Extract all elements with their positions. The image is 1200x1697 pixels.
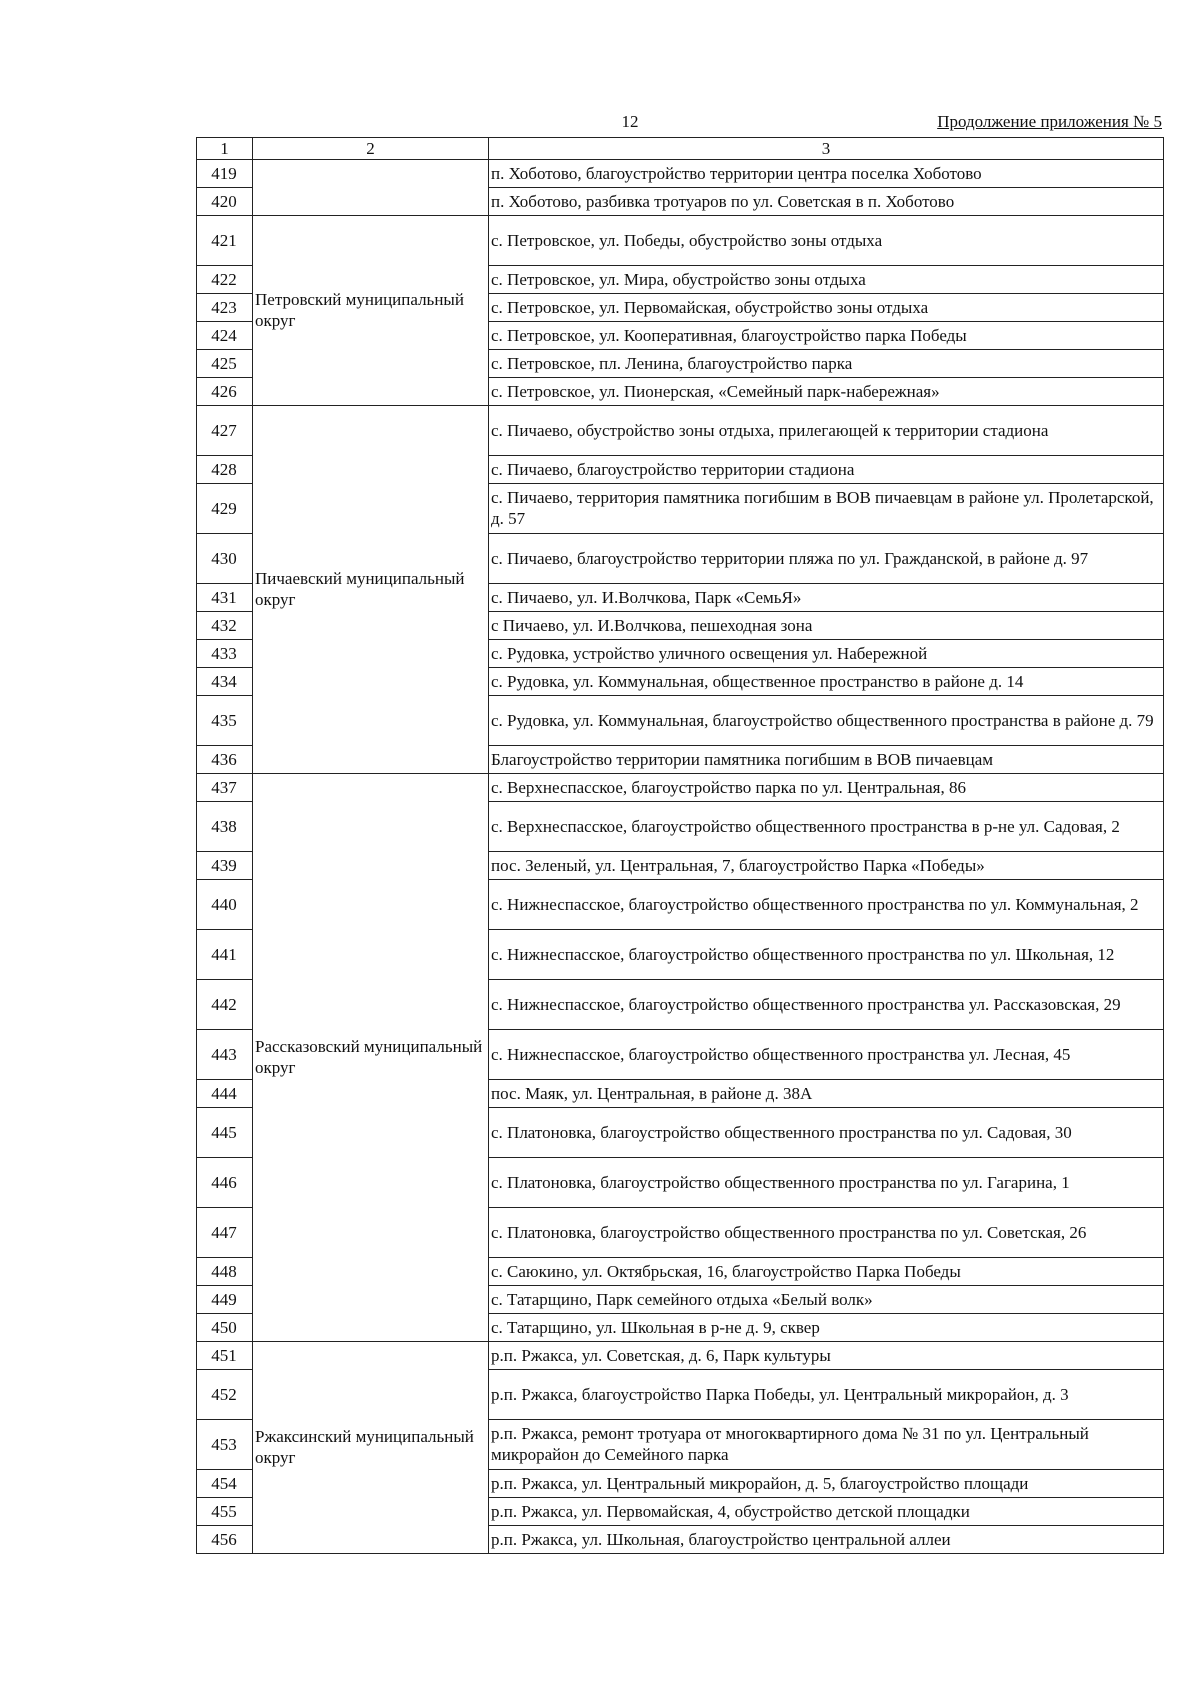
row-number: 428 bbox=[197, 456, 253, 484]
row-description: с Пичаево, ул. И.Волчкова, пешеходная зона bbox=[489, 612, 1164, 640]
row-number: 453 bbox=[197, 1420, 253, 1470]
row-number: 431 bbox=[197, 584, 253, 612]
row-number: 440 bbox=[197, 880, 253, 930]
table-header-row bbox=[197, 138, 1164, 160]
row-description: с. Нижнеспасское, благоустройство общественного пространства ул. Лесная, 45 bbox=[489, 1030, 1164, 1080]
row-number: 454 bbox=[197, 1470, 253, 1498]
column-header-description: 3 bbox=[489, 138, 1164, 160]
row-number: 423 bbox=[197, 294, 253, 322]
row-number: 425 bbox=[197, 350, 253, 378]
row-description: с. Пичаево, ул. И.Волчкова, Парк «СемьЯ» bbox=[489, 584, 1164, 612]
row-number: 437 bbox=[197, 774, 253, 802]
row-number: 441 bbox=[197, 930, 253, 980]
row-description: с. Верхнеспасское, благоустройство парка по ул. Центральная, 86 bbox=[489, 774, 1164, 802]
row-description: р.п. Ржакса, ул. Центральный микрорайон, д. 5, благоустройство площади bbox=[489, 1470, 1164, 1498]
row-number: 422 bbox=[197, 266, 253, 294]
row-number: 445 bbox=[197, 1108, 253, 1158]
row-description: с. Нижнеспасское, благоустройство общественного пространства по ул. Школьная, 12 bbox=[489, 930, 1164, 980]
row-description: р.п. Ржакса, ремонт тротуара от многоквартирного дома № 31 по ул. Центральный микрорайон до Семейного парка bbox=[489, 1420, 1164, 1470]
row-number: 455 bbox=[197, 1498, 253, 1526]
row-description: с. Рудовка, устройство уличного освещения ул. Набережной bbox=[489, 640, 1164, 668]
row-description: с. Татарщино, Парк семейного отдыха «Белый волк» bbox=[489, 1286, 1164, 1314]
row-number: 446 bbox=[197, 1158, 253, 1208]
table-row bbox=[197, 160, 1164, 188]
district-name: Пичаевский муниципальный округ bbox=[253, 406, 489, 774]
row-number: 451 bbox=[197, 1342, 253, 1370]
row-number: 449 bbox=[197, 1286, 253, 1314]
row-number: 427 bbox=[197, 406, 253, 456]
table-row bbox=[197, 774, 1164, 802]
row-number: 447 bbox=[197, 1208, 253, 1258]
row-description: с. Верхнеспасское, благоустройство общественного пространства в р-не ул. Садовая, 2 bbox=[489, 802, 1164, 852]
table-body bbox=[197, 160, 1164, 1554]
row-description: с. Пичаево, благоустройство территории пляжа по ул. Гражданской, в районе д. 97 bbox=[489, 534, 1164, 584]
row-number: 443 bbox=[197, 1030, 253, 1080]
district-name: Рассказовский муниципальный округ bbox=[253, 774, 489, 1342]
row-description: с. Татарщино, ул. Школьная в р-не д. 9, сквер bbox=[489, 1314, 1164, 1342]
row-description: с. Петровское, ул. Первомайская, обустройство зоны отдыха bbox=[489, 294, 1164, 322]
row-description: с. Саюкино, ул. Октябрьская, 16, благоустройство Парка Победы bbox=[489, 1258, 1164, 1286]
row-description: р.п. Ржакса, благоустройство Парка Победы, ул. Центральный микрорайон, д. 3 bbox=[489, 1370, 1164, 1420]
row-number: 442 bbox=[197, 980, 253, 1030]
row-description: с. Рудовка, ул. Коммунальная, общественное пространство в районе д. 14 bbox=[489, 668, 1164, 696]
table-row bbox=[197, 216, 1164, 266]
row-number: 420 bbox=[197, 188, 253, 216]
row-description: п. Хоботово, разбивка тротуаров по ул. Советская в п. Хоботово bbox=[489, 188, 1164, 216]
row-description: с. Нижнеспасское, благоустройство общественного пространства по ул. Коммунальная, 2 bbox=[489, 880, 1164, 930]
row-description: р.п. Ржакса, ул. Советская, д. 6, Парк культуры bbox=[489, 1342, 1164, 1370]
row-description: с. Платоновка, благоустройство общественного пространства по ул. Гагарина, 1 bbox=[489, 1158, 1164, 1208]
row-number: 432 bbox=[197, 612, 253, 640]
row-description: пос. Зеленый, ул. Центральная, 7, благоустройство Парка «Победы» bbox=[489, 852, 1164, 880]
row-number: 434 bbox=[197, 668, 253, 696]
row-number: 426 bbox=[197, 378, 253, 406]
row-number: 456 bbox=[197, 1526, 253, 1554]
district-name: Ржаксинский муниципальный округ bbox=[253, 1342, 489, 1554]
row-number: 436 bbox=[197, 746, 253, 774]
row-description: с. Пичаево, территория памятника погибшим в ВОВ пичаевцам в районе ул. Пролетарской, д. 57 bbox=[489, 484, 1164, 534]
row-description: п. Хоботово, благоустройство территории центра поселка Хоботово bbox=[489, 160, 1164, 188]
row-description: пос. Маяк, ул. Центральная, в районе д. 38А bbox=[489, 1080, 1164, 1108]
row-description: с. Нижнеспасское, благоустройство общественного пространства ул. Рассказовская, 29 bbox=[489, 980, 1164, 1030]
row-description: с. Рудовка, ул. Коммунальная, благоустройство общественного пространства в районе д. 79 bbox=[489, 696, 1164, 746]
row-description: с. Платоновка, благоустройство общественного пространства по ул. Садовая, 30 bbox=[489, 1108, 1164, 1158]
row-number: 429 bbox=[197, 484, 253, 534]
row-number: 452 bbox=[197, 1370, 253, 1420]
row-description: с. Петровское, ул. Победы, обустройство зоны отдыха bbox=[489, 216, 1164, 266]
row-number: 448 bbox=[197, 1258, 253, 1286]
row-description: с. Петровское, пл. Ленина, благоустройство парка bbox=[489, 350, 1164, 378]
column-header-district: 2 bbox=[253, 138, 489, 160]
table-row bbox=[197, 1342, 1164, 1370]
row-number: 419 bbox=[197, 160, 253, 188]
row-description: Благоустройство территории памятника погибшим в ВОВ пичаевцам bbox=[489, 746, 1164, 774]
row-description: р.п. Ржакса, ул. Школьная, благоустройство центральной аллеи bbox=[489, 1526, 1164, 1554]
row-number: 450 bbox=[197, 1314, 253, 1342]
row-number: 430 bbox=[197, 534, 253, 584]
appendix-continuation-label: Продолжение приложения № 5 bbox=[937, 112, 1162, 131]
row-description: р.п. Ржакса, ул. Первомайская, 4, обустройство детской площадки bbox=[489, 1498, 1164, 1526]
row-number: 435 bbox=[197, 696, 253, 746]
district-name bbox=[253, 160, 489, 216]
row-number: 439 bbox=[197, 852, 253, 880]
row-number: 438 bbox=[197, 802, 253, 852]
page-number: 12 bbox=[621, 112, 639, 131]
row-description: с. Платоновка, благоустройство общественного пространства по ул. Советская, 26 bbox=[489, 1208, 1164, 1258]
row-description: с. Петровское, ул. Мира, обустройство зоны отдыха bbox=[489, 266, 1164, 294]
column-header-number: 1 bbox=[197, 138, 253, 160]
row-number: 433 bbox=[197, 640, 253, 668]
row-description: с. Петровское, ул. Пионерская, «Семейный парк-набережная» bbox=[489, 378, 1164, 406]
district-name: Петровский муниципальный округ bbox=[253, 216, 489, 406]
table-row bbox=[197, 406, 1164, 456]
row-description: с. Петровское, ул. Кооперативная, благоустройство парка Победы bbox=[489, 322, 1164, 350]
row-description: с. Пичаево, благоустройство территории стадиона bbox=[489, 456, 1164, 484]
row-number: 421 bbox=[197, 216, 253, 266]
row-number: 424 bbox=[197, 322, 253, 350]
row-description: с. Пичаево, обустройство зоны отдыха, прилегающей к территории стадиона bbox=[489, 406, 1164, 456]
registry-table bbox=[196, 137, 1164, 1554]
row-number: 444 bbox=[197, 1080, 253, 1108]
